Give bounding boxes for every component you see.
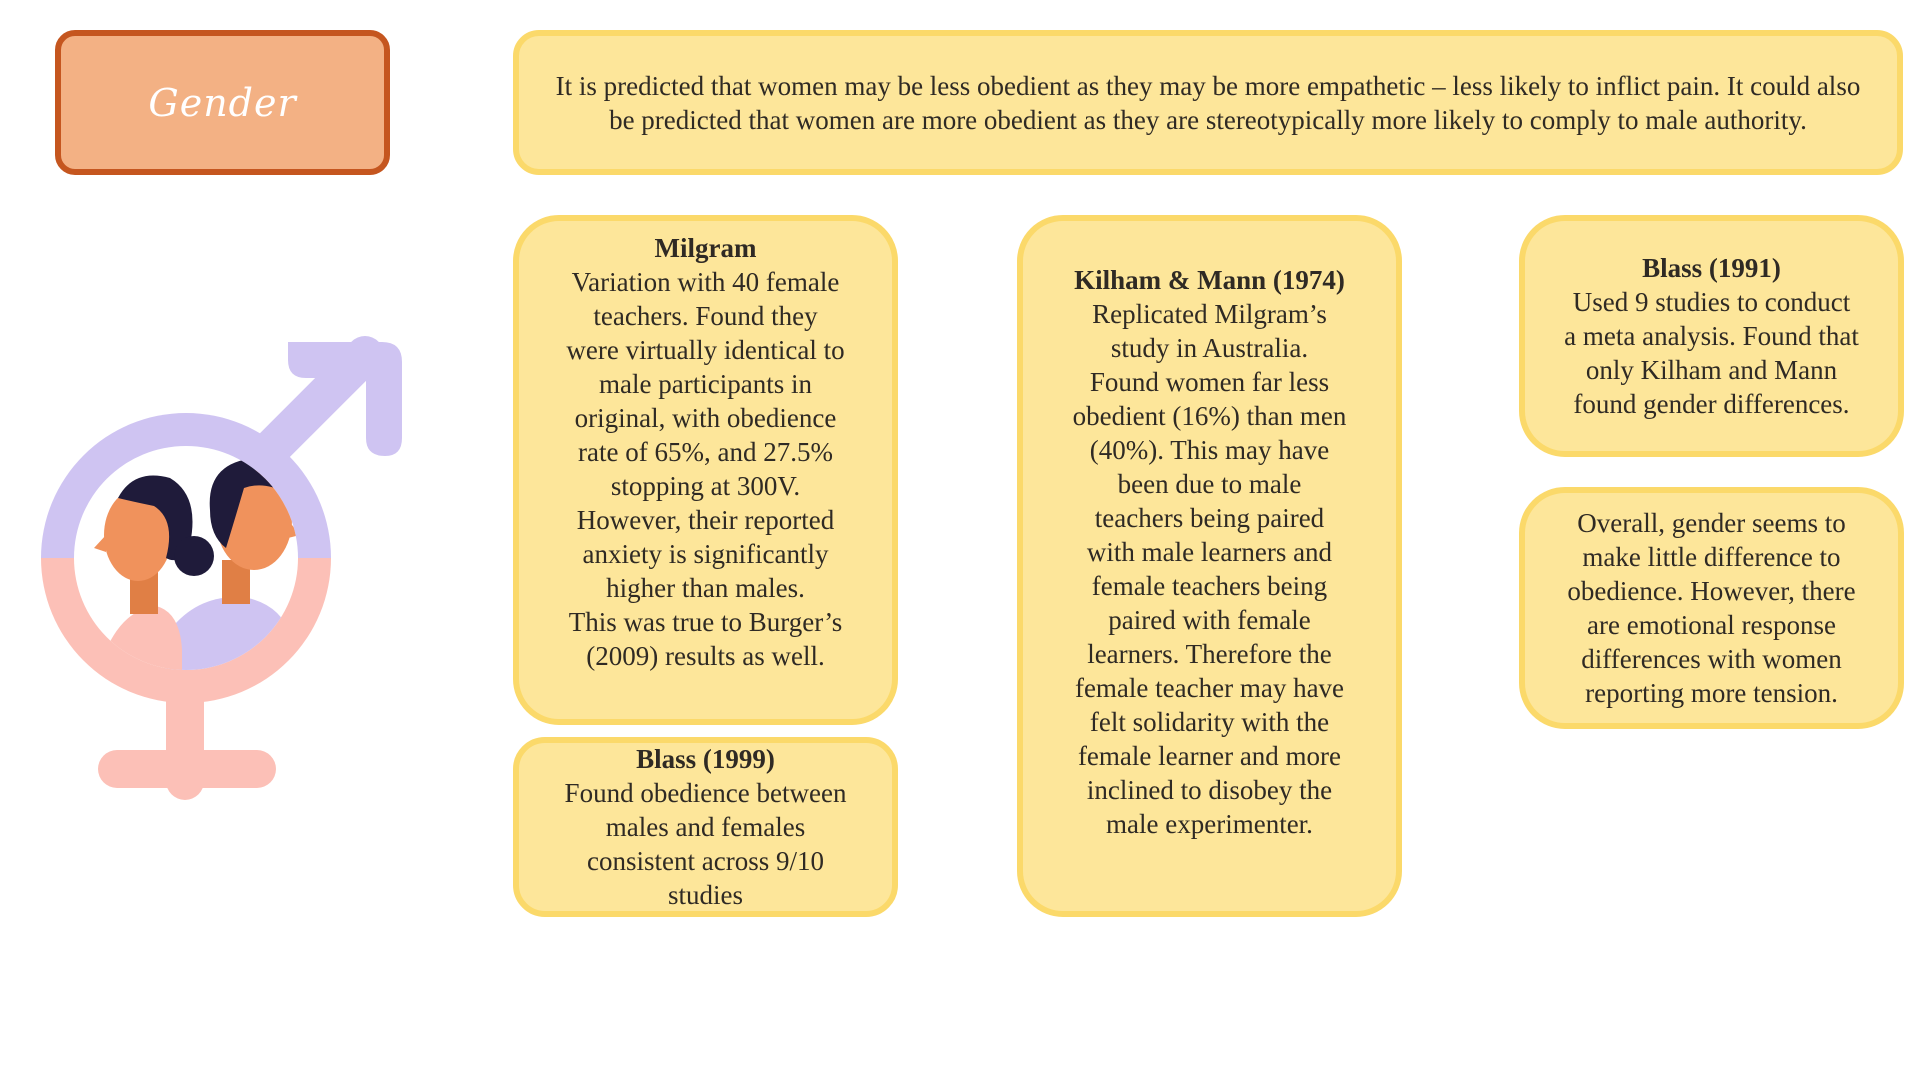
- milgram-title: Milgram: [654, 233, 757, 263]
- overall-card: [1519, 487, 1904, 729]
- intro-text: It is predicted that women may be less obedient as they may be more empathetic – less likely to inflict pain. It could also be predicted that women are more obedient as they are stereotypically more likely to comply to male authority.: [555, 70, 1861, 135]
- milgram-card: [513, 215, 898, 725]
- gender-symbol-icon: [30, 330, 430, 890]
- blass-1999-card: [513, 737, 898, 917]
- woman-bun: [174, 536, 214, 576]
- blass-1999-title: Blass (1999): [636, 744, 775, 774]
- blass-1991-card: [1519, 215, 1904, 457]
- kilham-mann-text: Replicated Milgram’s study in Australia. Found women far less obedient (16%) than men (40%). This may have been due to male teachers being paired with male learners and female teachers being paired with female learners. Therefore the female teacher may have felt solidarity with the female learner and more inclined to disobey the male experimenter.: [1072, 299, 1347, 839]
- blass-1991-title: Blass (1991): [1642, 253, 1781, 283]
- kilham-mann-card: [1017, 215, 1402, 917]
- intro-card: [513, 30, 1903, 175]
- blass-1999-text: Found obedience between males and females consistent across 9/10 studies: [564, 778, 847, 910]
- milgram-text: Variation with 40 female teachers. Found they were virtually identical to male participants in original, with obedience rate of 65%, and 27.5% stopping at 300V. However, their reported anxiety is significantly higher than males. This was true to Burger’s (2009) results as well.: [566, 267, 845, 671]
- page-title: Gender: [148, 80, 297, 125]
- female-cross-bar: [98, 750, 276, 788]
- blass-1991-text: Used 9 studies to conduct a meta analysis. Found that only Kilham and Mann found gender differences.: [1564, 287, 1859, 419]
- kilham-mann-title: Kilham & Mann (1974): [1074, 265, 1345, 295]
- title-card: [55, 30, 390, 175]
- overall-text: Overall, gender seems to make little difference to obedience. However, there are emotional response differences with women reporting more tension.: [1567, 508, 1856, 708]
